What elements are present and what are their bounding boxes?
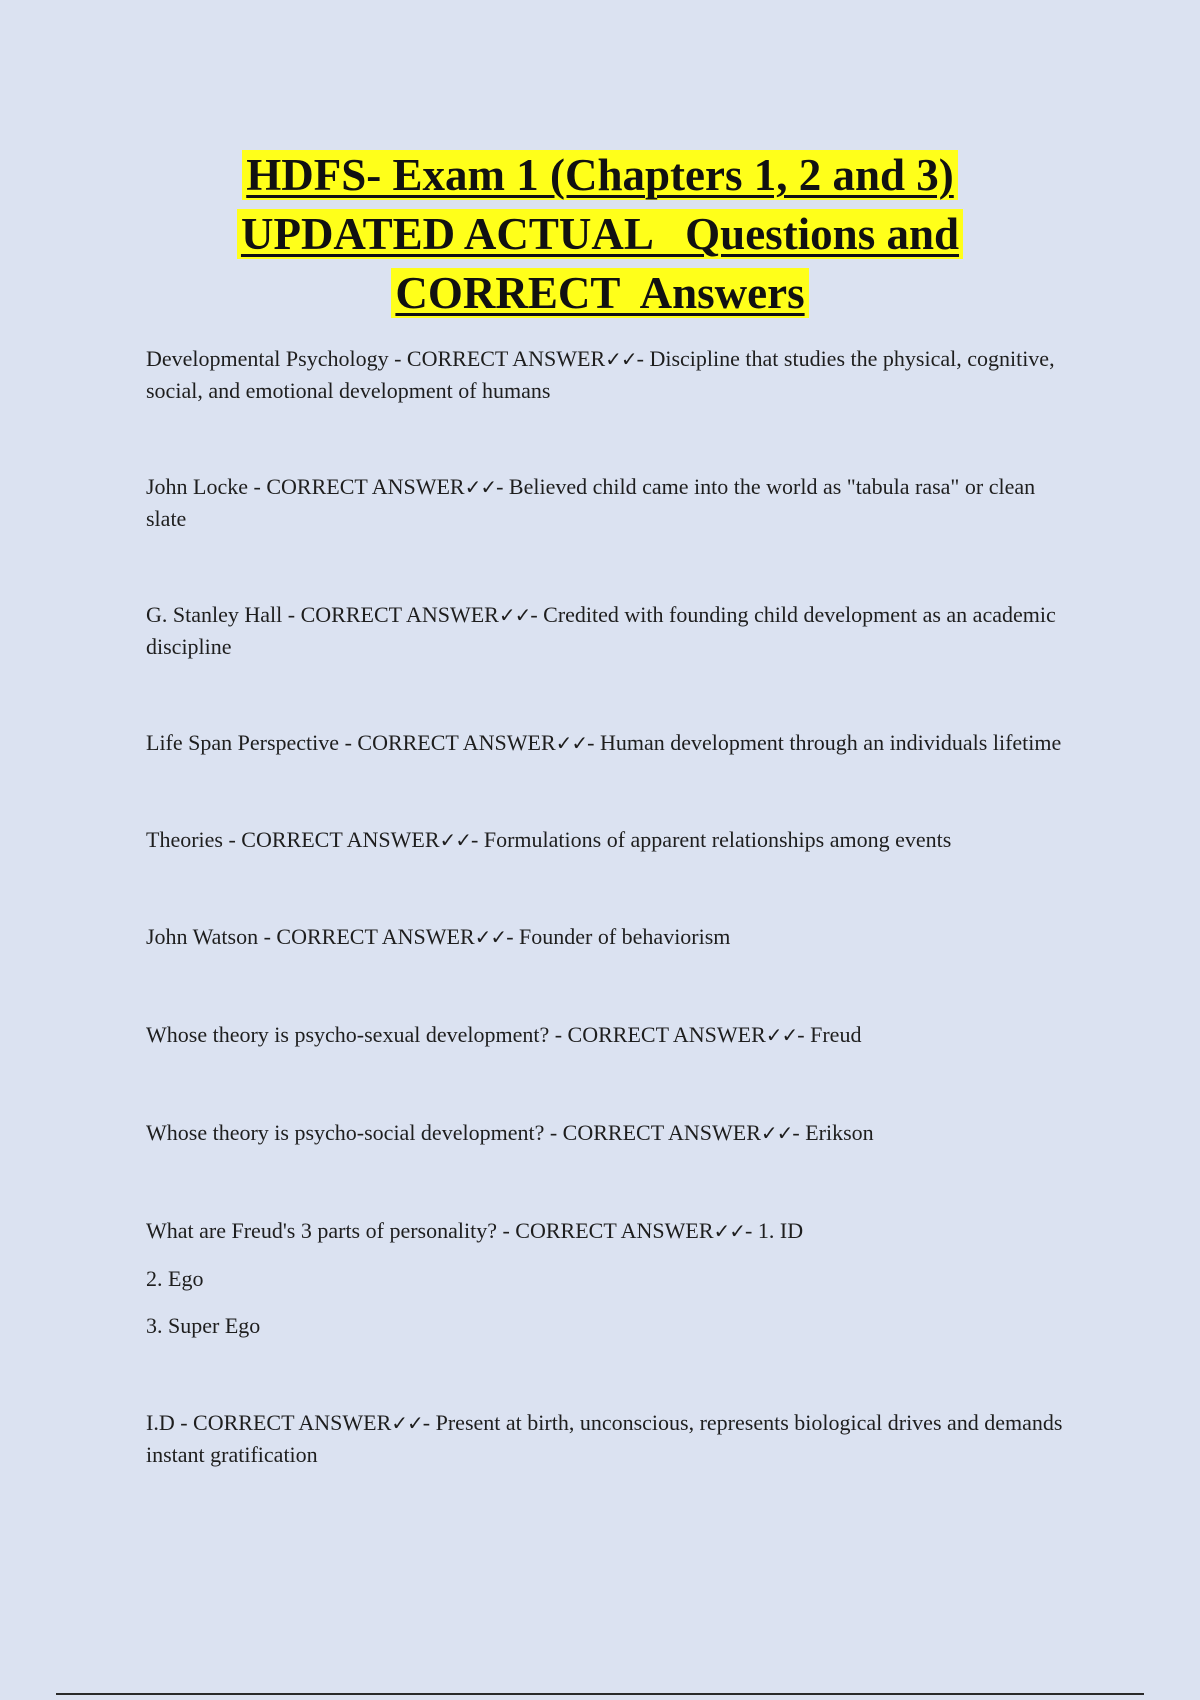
double-check-icon: ✓✓ [760, 1121, 793, 1145]
qa-item-theories [146, 824, 1076, 856]
double-check-icon: ✓✓ [498, 603, 531, 627]
double-check-icon: ✓✓ [439, 828, 472, 852]
qa-term: Whose theory is psycho-sexual development? [146, 1022, 550, 1047]
qa-answer: - Formulations of apparent relationships among events [471, 827, 952, 852]
double-check-icon: ✓✓ [474, 925, 507, 949]
double-check-icon: ✓✓ [464, 475, 497, 499]
qa-term: Whose theory is psycho-social development? [146, 1120, 545, 1145]
qa-separator: - CORRECT ANSWER [222, 827, 440, 852]
qa-item-life-span-perspective [146, 727, 1076, 759]
qa-answer: - Credited with founding child development as an academic discipline [146, 602, 1056, 659]
qa-term: Developmental Psychology [146, 346, 389, 371]
qa-list [146, 343, 1076, 1470]
title-line-1: HDFS- Exam 1 (Chapters 1, 2 and 3) [242, 150, 958, 200]
qa-separator: - CORRECT ANSWER [496, 1218, 714, 1243]
bottom-divider [56, 1693, 1144, 1695]
qa-separator: - CORRECT ANSWER [388, 346, 606, 371]
qa-term: What are Freud's 3 parts of personality? [146, 1218, 497, 1243]
qa-answer: - 1. ID [745, 1218, 804, 1243]
qa-separator: - CORRECT ANSWER [258, 924, 475, 949]
qa-item-id [146, 1407, 1076, 1470]
qa-answer: - Freud [797, 1022, 862, 1047]
qa-separator: - CORRECT ANSWER [248, 474, 465, 499]
qa-subline-ego: 2. Ego [146, 1266, 204, 1291]
qa-item-freud-personality [146, 1215, 1076, 1341]
qa-item-psycho-social [146, 1117, 1076, 1149]
qa-separator: - CORRECT ANSWER [549, 1022, 766, 1047]
qa-answer: - Discipline that studies the physical, cognitive, social, and emotional development of humans [146, 346, 1055, 403]
qa-answer: - Erikson [792, 1120, 874, 1145]
qa-item-john-locke [146, 471, 1076, 534]
qa-answer: - Founder of behaviorism [506, 924, 731, 949]
document-title [140, 146, 1060, 323]
qa-item-g-stanley-hall [146, 599, 1076, 662]
double-check-icon: ✓✓ [391, 1411, 423, 1435]
double-check-icon: ✓✓ [765, 1023, 798, 1047]
qa-term: G. Stanley Hall [146, 602, 283, 627]
qa-term: John Locke [146, 474, 249, 499]
qa-answer: - Human development through an individuals lifetime [587, 730, 1062, 755]
qa-separator: - CORRECT ANSWER [339, 730, 556, 755]
qa-separator: - CORRECT ANSWER [282, 602, 499, 627]
double-check-icon: ✓✓ [605, 347, 637, 371]
title-line-2: UPDATED ACTUAL Questions and [237, 209, 963, 259]
qa-item-psycho-sexual [146, 1019, 1076, 1051]
title-line-3: CORRECT Answers [391, 268, 808, 318]
qa-term: Theories [146, 827, 223, 852]
qa-term: John Watson [146, 924, 259, 949]
qa-term: I.D [146, 1410, 175, 1435]
qa-separator: - CORRECT ANSWER [544, 1120, 761, 1145]
qa-separator: - CORRECT ANSWER [174, 1410, 392, 1435]
qa-subline-super-ego: 3. Super Ego [146, 1313, 261, 1338]
double-check-icon: ✓✓ [555, 731, 588, 755]
qa-answer: - Present at birth, unconscious, represents biological drives and demands instant gratification [146, 1410, 1063, 1467]
qa-term: Life Span Perspective [146, 730, 340, 755]
qa-item-freud-personality-question [146, 1215, 1076, 1247]
qa-item-developmental-psychology [146, 343, 1076, 406]
qa-answer: - Believed child came into the world as "tabula rasa" or clean slate [146, 474, 1036, 531]
qa-item-john-watson [146, 921, 1076, 953]
double-check-icon: ✓✓ [713, 1219, 746, 1243]
